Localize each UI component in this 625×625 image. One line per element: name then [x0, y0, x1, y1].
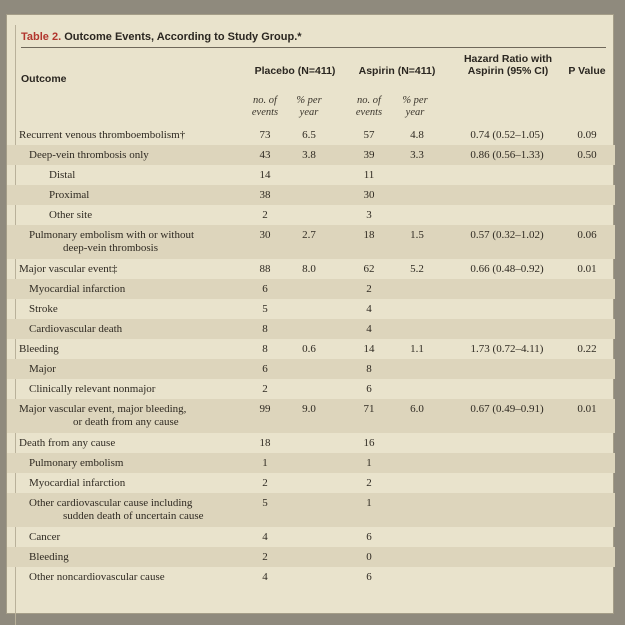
aspirin-events: 1: [366, 497, 372, 509]
placebo-events: 88: [259, 263, 271, 275]
aspirin-events: 62: [363, 263, 375, 275]
outcome-label-line: Clinically relevant nonmajor: [29, 383, 156, 395]
outcome-label-line: Proximal: [49, 189, 90, 201]
aspirin-pct-year: 4.8: [410, 129, 424, 141]
outcome-label: [29, 363, 56, 376]
table-row: [7, 399, 615, 433]
subheader-placebo-events: no. of events: [251, 95, 279, 118]
outcome-label: [29, 283, 125, 296]
aspirin-events: 30: [363, 189, 375, 201]
outcome-label: [19, 263, 117, 276]
placebo-events: 43: [259, 149, 271, 161]
outcome-label-line: Myocardial infarction: [29, 283, 126, 295]
outcome-label: [29, 229, 194, 255]
placebo-events: 73: [259, 129, 271, 141]
title-rule: [21, 47, 606, 48]
subheader-placebo-pct: % per year: [296, 95, 322, 118]
aspirin-events: 16: [363, 437, 375, 449]
header-aspirin: Aspirin (N=411): [358, 65, 436, 77]
outcome-label: [29, 551, 69, 564]
outcome-label: [29, 477, 125, 490]
placebo-events: 5: [262, 497, 268, 509]
hazard-ratio: 0.57 (0.32–1.02): [470, 229, 544, 241]
aspirin-events: 6: [366, 531, 372, 543]
placebo-events: 6: [262, 283, 268, 295]
table-number: Table 2.: [21, 31, 62, 43]
placebo-pct-year: 2.7: [302, 229, 316, 241]
table-row: [7, 279, 615, 299]
header-hazard-ratio: Hazard Ratio with Aspirin (95% CI): [463, 53, 553, 77]
placebo-events: 4: [262, 571, 268, 583]
table-title: [21, 31, 302, 43]
outcome-label-line: Major vascular event, major bleeding,: [19, 403, 187, 415]
outcome-label-line: Recurrent venous thromboembolism†: [19, 129, 186, 141]
outcome-label-continuation: sudden death of uncertain cause: [63, 510, 204, 522]
table-row: [7, 433, 615, 453]
table-row: [7, 379, 615, 399]
aspirin-pct-year: 1.1: [410, 343, 424, 355]
header-p-value: P Value: [568, 65, 606, 77]
p-value: 0.09: [577, 129, 597, 141]
aspirin-pct-year: 6.0: [410, 403, 424, 415]
outcome-label: [29, 497, 204, 523]
outcome-label-line: Myocardial infarction: [29, 477, 126, 489]
outcome-label-continuation: or death from any cause: [73, 416, 179, 428]
outcome-label: [19, 343, 59, 356]
outcome-label-line: Major: [29, 363, 56, 375]
hazard-ratio: 1.73 (0.72–4.11): [470, 343, 544, 355]
table-row: [7, 527, 615, 547]
placebo-events: 14: [259, 169, 271, 181]
table-page: [6, 14, 614, 614]
hazard-ratio: 0.66 (0.48–0.92): [470, 263, 544, 275]
table-row: [7, 125, 615, 145]
subheader-aspirin-pct: % per year: [402, 95, 428, 118]
aspirin-events: 11: [363, 169, 375, 181]
placebo-events: 8: [262, 323, 268, 335]
outcome-label-line: Other noncardiovascular cause: [29, 571, 165, 583]
table-row: [7, 359, 615, 379]
outcome-label-line: Other site: [49, 209, 93, 221]
subheader-aspirin-events: no. of events: [355, 95, 383, 118]
table-row: [7, 259, 615, 279]
table-row: [7, 473, 615, 493]
outcome-label: [29, 571, 165, 584]
placebo-pct-year: 3.8: [302, 149, 316, 161]
table-row: [7, 225, 615, 259]
table-row: [7, 567, 615, 593]
table-row: [7, 205, 615, 225]
placebo-events: 2: [262, 209, 268, 221]
outcome-label-line: Other cardiovascular cause including: [29, 497, 193, 509]
outcome-label-line: Bleeding: [29, 551, 69, 563]
table-row: [7, 319, 615, 339]
outcome-label-line: Major vascular event‡: [19, 263, 118, 275]
placebo-events: 4: [262, 531, 268, 543]
placebo-events: 18: [259, 437, 271, 449]
table-row: [7, 185, 615, 205]
outcome-label: [29, 531, 60, 544]
outcome-label-line: Pulmonary embolism: [29, 457, 124, 469]
table-row: [7, 493, 615, 527]
hazard-ratio: 0.74 (0.52–1.05): [470, 129, 544, 141]
aspirin-events: 2: [366, 283, 372, 295]
placebo-pct-year: 8.0: [302, 263, 316, 275]
p-value: 0.22: [577, 343, 597, 355]
aspirin-events: 71: [363, 403, 375, 415]
p-value: 0.01: [577, 403, 597, 415]
outcome-label-line: Death from any cause: [19, 437, 116, 449]
outcome-label-line: Cancer: [29, 531, 61, 543]
header-outcome: Outcome: [21, 73, 67, 85]
outcome-label: [19, 437, 115, 450]
aspirin-events: 6: [366, 571, 372, 583]
aspirin-events: 1: [366, 457, 372, 469]
aspirin-events: 8: [366, 363, 372, 375]
placebo-pct-year: 0.6: [302, 343, 316, 355]
outcome-label-line: Cardiovascular death: [29, 323, 123, 335]
aspirin-events: 14: [363, 343, 375, 355]
p-value: 0.06: [577, 229, 597, 241]
table-row: [7, 165, 615, 185]
placebo-events: 38: [259, 189, 271, 201]
outcome-label-line: Bleeding: [19, 343, 59, 355]
placebo-events: 5: [262, 303, 268, 315]
table-row: [7, 547, 615, 567]
outcome-label: [49, 189, 89, 202]
outcome-label: [49, 169, 75, 182]
placebo-events: 2: [262, 383, 268, 395]
outcome-label-continuation: deep-vein thrombosis: [63, 242, 159, 254]
placebo-events: 8: [262, 343, 268, 355]
table-row: [7, 299, 615, 319]
p-value: 0.01: [577, 263, 597, 275]
table-row: [7, 339, 615, 359]
aspirin-events: 2: [366, 477, 372, 489]
outcome-label: [49, 209, 92, 222]
aspirin-events: 18: [363, 229, 375, 241]
table-row: [7, 453, 615, 473]
aspirin-events: 4: [366, 323, 372, 335]
outcome-label: [29, 323, 122, 336]
hazard-ratio: 0.86 (0.56–1.33): [470, 149, 544, 161]
placebo-events: 99: [259, 403, 271, 415]
outcome-label: [29, 149, 149, 162]
outcome-label: [29, 457, 123, 470]
outcome-label: [29, 383, 155, 396]
placebo-events: 30: [259, 229, 271, 241]
placebo-events: 1: [262, 457, 268, 469]
aspirin-pct-year: 1.5: [410, 229, 424, 241]
placebo-pct-year: 6.5: [302, 129, 316, 141]
outcome-label-line: Stroke: [29, 303, 58, 315]
outcome-label-line: Distal: [49, 169, 76, 181]
outcome-label: [19, 129, 185, 142]
outcome-label: [19, 403, 186, 429]
aspirin-events: 4: [366, 303, 372, 315]
aspirin-pct-year: 3.3: [410, 149, 424, 161]
aspirin-events: 0: [366, 551, 372, 563]
aspirin-pct-year: 5.2: [410, 263, 424, 275]
aspirin-events: 39: [363, 149, 375, 161]
hazard-ratio: 0.67 (0.49–0.91): [470, 403, 544, 415]
outcome-label-line: Deep-vein thrombosis only: [29, 149, 149, 161]
placebo-events: 6: [262, 363, 268, 375]
aspirin-events: 6: [366, 383, 372, 395]
outcome-label: [29, 303, 58, 316]
aspirin-events: 3: [366, 209, 372, 221]
outcome-label-line: Pulmonary embolism with or without: [29, 229, 194, 241]
table-title-text: Outcome Events, According to Study Group.*: [64, 31, 302, 43]
aspirin-events: 57: [363, 129, 375, 141]
header-placebo: Placebo (N=411): [254, 65, 336, 77]
p-value: 0.50: [577, 149, 597, 161]
placebo-events: 2: [262, 551, 268, 563]
placebo-pct-year: 9.0: [302, 403, 316, 415]
placebo-events: 2: [262, 477, 268, 489]
table-row: [7, 145, 615, 165]
